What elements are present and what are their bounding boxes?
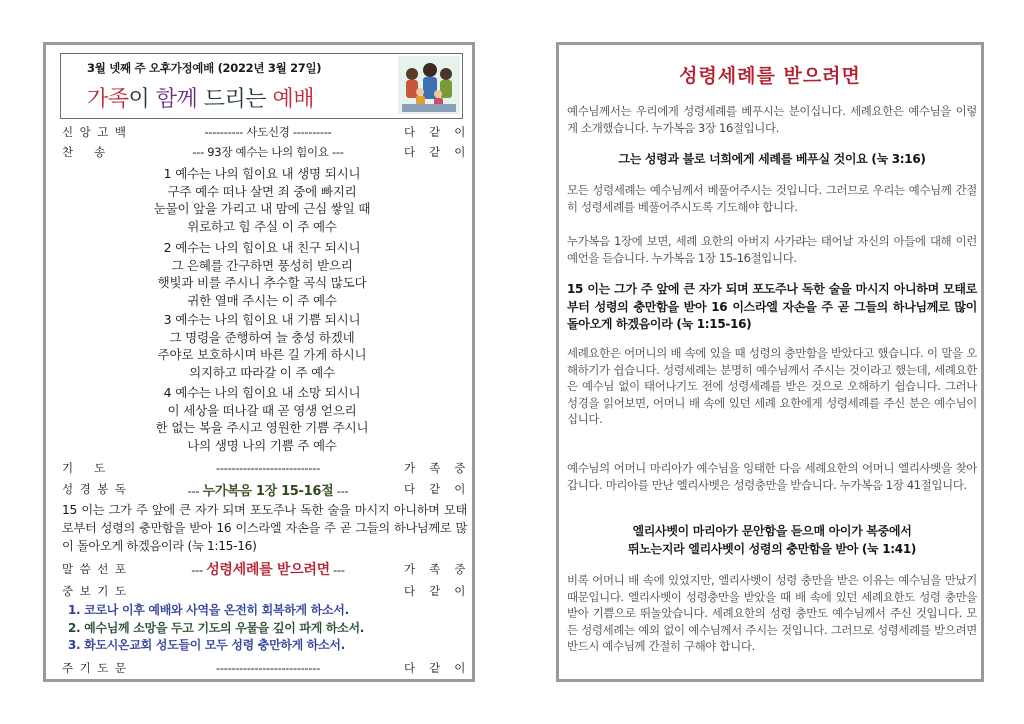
hymn-line: 눈물이 앞을 가리고 내 맘에 근심 쌓일 때 [153,201,371,216]
hymn-line: 의지하고 따라갈 이 주 예수 [189,364,335,380]
sermon-title: 성령세례를 받으려면 [206,562,330,578]
row-label: 기도 [62,461,127,475]
prayer-item: 3. 화도시온교회 성도들이 모두 성령 충만하게 하소서. [68,638,345,652]
family-illustration [398,56,460,114]
hymn-line: 그 명령을 준행하여 늘 충성 하겠네 [169,329,355,345]
hymn-verse-3 [62,311,462,381]
paragraph: 예수님의 어머니 마리아가 예수님을 잉태한 다음 세례요한의 어머니 엘리사벳을 찾아갑니다. 마리아를 만난 엘리사벳은 성령충만을 받습니다. 누가복음 1장 41절입니다. [567,461,977,492]
verse-line: 엘리사벳이 마리아가 문안함을 듣으매 아이가 복중에서 [632,524,912,538]
hymn-verse-4 [62,384,462,454]
order-row-scripture [62,480,480,499]
verse-line: 뛰노는지라 엘리사벳이 성령의 충만함을 받아 (눅 1:41) [627,541,917,556]
hymn-line: 햇빛과 비를 주시니 추수할 곡식 많도다 [157,275,367,290]
quoted-verse: 그는 성령과 불로 너희에게 세례를 베푸실 것이요 (눅 3:16) [618,152,926,166]
paragraph: 비록 어머니 배 속에 있었지만, 엘리사벳이 성령 충만을 받은 이유는 예수님을 만났기 때문입니다. 엘리사벳이 성령충만을 받았을 때 배 속에 있던 세례요한도 성령 충만을 받아 기쁨으로 뛰놀았습니다. 세례요한의 성령 충만도 예수님께서 주신 것입니다. 모든 성령세례는 예외 없이 예수님께서 주시는 것입니다. 그러므로 성령세례를 받으려면 반드시 예수님께 간절히 구해야 합니다. [567,573,977,653]
order-row-lords-prayer [62,659,480,677]
order-row-prayer [62,459,480,477]
row-label: 성경봉독 [62,482,133,496]
paragraph: 누가복음 1장에 보면, 세례 요한의 아버지 사가랴는 태어날 자신의 아들에 대해 이런 예언을 듣습니다. 누가복음 1장 15-16절입니다. [567,234,977,265]
hymn-line: 이 세상을 떠나갈 때 곧 영생 얻으리 [167,402,357,418]
title-part: 드리는 [197,87,273,112]
hymn-line: 한 없는 복을 주시고 영원한 기쁨 주시니 [155,420,369,435]
hymn-line: 나의 생명 나의 기쁨 주 예수 [187,437,337,453]
service-date-subtitle: 3월 넷째 주 오후가정예배 (2022년 3월 27일) [87,61,322,75]
row-participant: 다같이 [404,125,480,139]
prayer-item: 1. 코로나 이후 예배와 사역을 온전히 회복하게 하소서. [68,603,349,617]
order-row-sermon [62,560,480,578]
row-content: ---------- 사도신경 ---------- [204,125,332,139]
hymn-line: 주야로 보호하시며 바른 길 가게 하시니 [157,347,367,362]
hymn-line: 4 예수는 나의 힘이요 내 소망 되시니 [163,385,361,400]
title-part: 가족 [87,87,129,112]
worship-order-page [43,42,480,682]
title-part: 이 [128,87,156,112]
hymn-line: 위로하고 힘 주실 이 주 예수 [187,218,337,234]
title-part: 함께 [155,87,198,112]
hymn-verse-1 [62,165,462,235]
quoted-verse: 15 이는 그가 주 앞에 큰 자가 되며 포도주나 독한 술을 마시지 아니하며 모태로부터 성령의 충만함을 받아 16 이스라엘 자손을 주 곧 그들의 하나님께로 많이 돌아오게 하겠음이라 (눅 1:15-16) [567,282,977,331]
hymn-line: 3 예수는 나의 힘이요 내 기쁨 되시니 [163,312,361,327]
paragraph: 예수님께서는 우리에게 성령세례를 베푸시는 분이십니다. 세례요한은 예수님을 이렇게 소개했습니다. 누가복음 3장 16절입니다. [567,104,977,135]
order-row-intercession [62,582,480,600]
order-row-hymn [62,143,480,161]
row-label: 신앙고백 [62,125,133,139]
sermon-page [556,42,984,682]
row-content [132,559,404,579]
dash: --- [191,563,207,577]
row-label: 주기도문 [62,661,133,675]
sermon-page-title: 성령세례를 받으려면 [679,65,861,87]
row-content: --------------------------- [216,661,320,675]
header-box [60,53,463,119]
row-label: 말씀선포 [62,562,133,576]
row-label: 찬송 [62,145,127,159]
scripture-text: 15 이는 그가 주 앞에 큰 자가 되며 포도주나 독한 술을 마시지 아니하며 모태로부터 성령의 충만함을 받아 16 이스라엘 자손을 주 곧 그들의 하나님께로 많이 돌아오게 하겠음이라 (눅 1:15-16) [62,503,467,553]
hymn-line: 2 예수는 나의 힘이요 내 친구 되시니 [163,240,361,255]
prayer-list [68,602,468,655]
row-participant: 다같이 [404,584,480,598]
hymn-verse-2 [62,239,462,309]
row-content: --- 93장 예수는 나의 힘이요 --- [192,145,344,159]
paragraph: 모든 성령세례는 예수님께서 베풀어주시는 것입니다. 그러므로 우리는 예수님께 간절히 성령세례를 베풀어주시도록 기도해야 합니다. [567,183,977,214]
dash: --- [187,483,203,498]
order-row-creed [62,123,480,141]
service-title [87,82,314,113]
row-participant: 다같이 [404,661,480,675]
row-participant: 가족중 [404,461,480,475]
paragraph: 세례요한은 어머니의 배 속에 있을 때 성령의 충만함을 받았다고 했습니다. 이 말을 오해하기가 쉽습니다. 성령세례는 분명히 예수님께서 주시는 것이라고 했는데, 세례요한은 예수님 없이 태어나기도 전에 성령세례를 받은 것으로 오해하기 쉽습니다. 그러나 성경을 읽어보면, 어머니 배 속에 있던 세례 요한에게 성령세례를 주신 분은 예수님이십니다. [567,346,977,426]
row-participant: 가족중 [404,562,480,576]
hymn-line: 1 예수는 나의 힘이요 내 생명 되시니 [163,166,361,181]
row-content: --------------------------- [216,461,320,475]
row-participant: 다같이 [404,145,480,159]
row-participant: 다같이 [404,482,480,496]
dash: --- [333,483,349,498]
row-content [132,480,404,499]
row-label: 중보기도 [62,584,133,598]
scripture-reference: 누가복음 1장 15-16절 [202,483,334,499]
quoted-verse [567,523,977,558]
prayer-item: 2. 예수님께 소망을 두고 기도의 우물을 깊이 파게 하소서. [68,620,365,635]
hymn-line: 귀한 열매 주시는 이 주 예수 [187,292,337,308]
hymn-line: 그 은혜를 간구하면 풍성히 받으리 [171,257,353,273]
hymn-line: 구주 예수 떠나 살면 죄 중에 빠지리 [167,183,357,199]
dash: --- [329,563,345,577]
title-part: 예배 [272,87,315,112]
